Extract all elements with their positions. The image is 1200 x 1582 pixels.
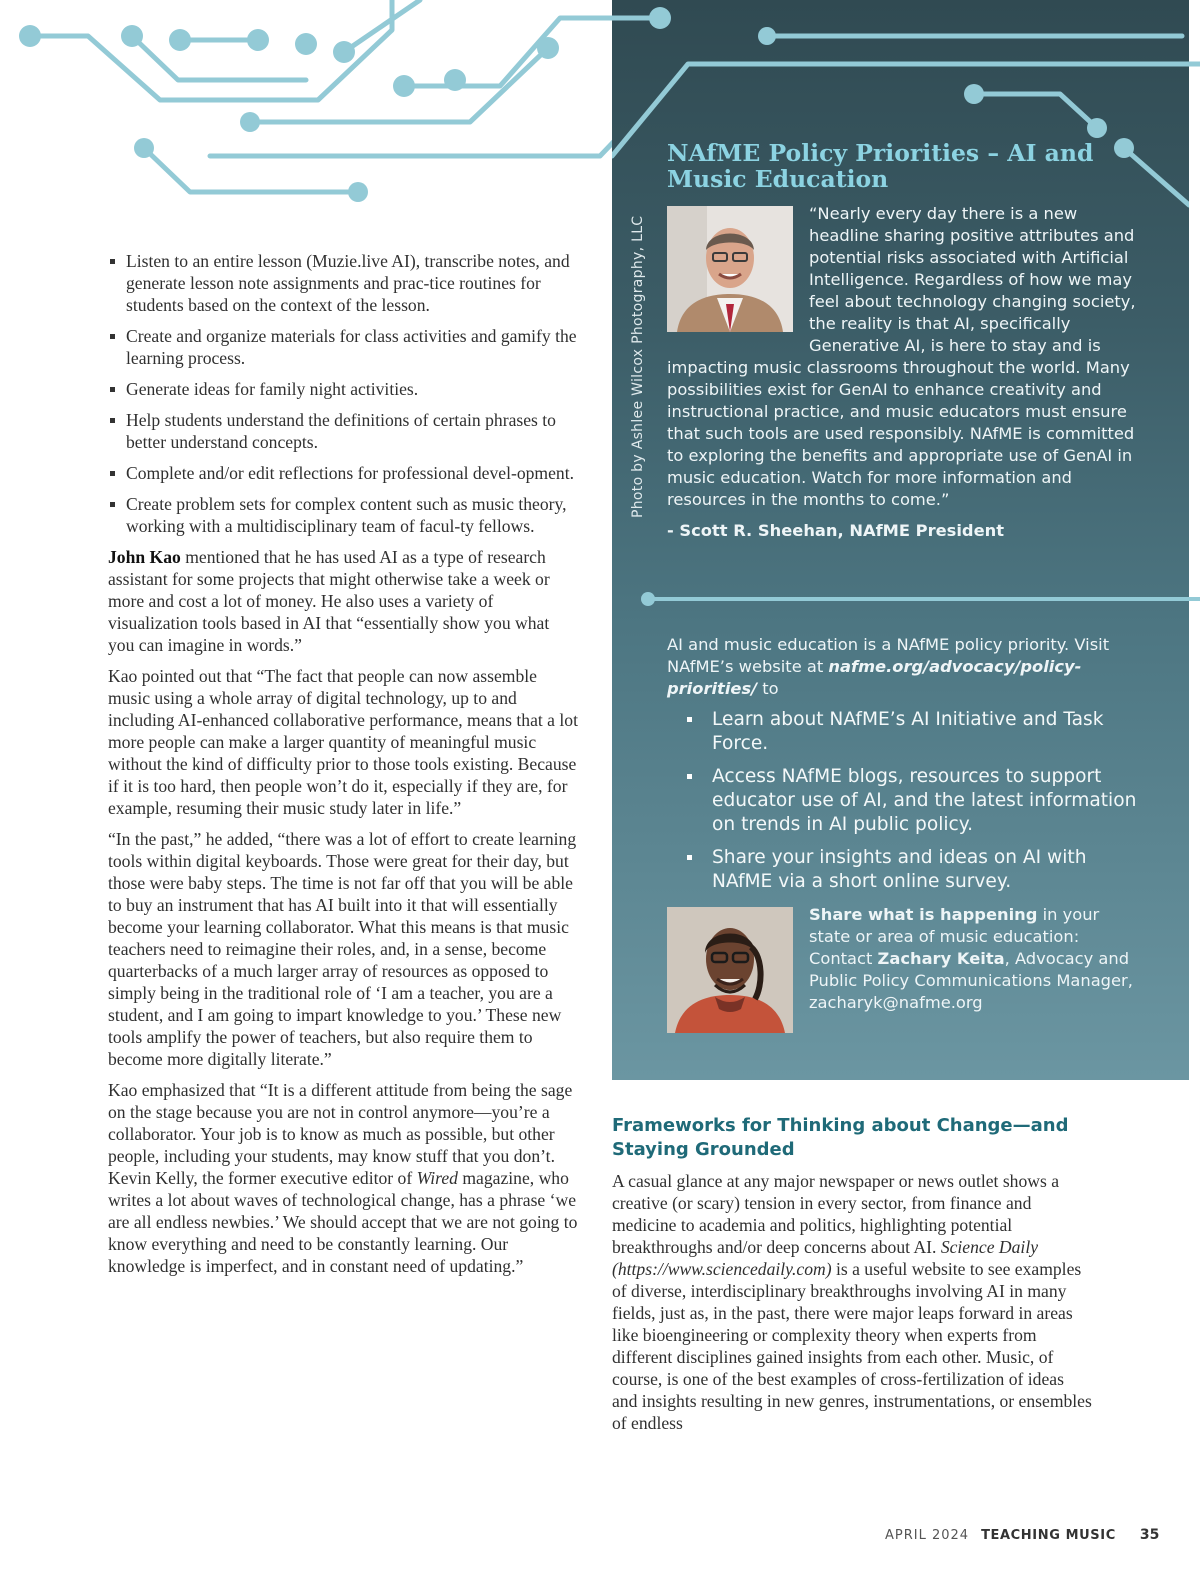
paragraph: Kao pointed out that “The fact that people can now assemble music using a whole array of digital technology, up to and including AI-enhanced collaborative performance, means that a lot more people can make a larger quantity of meaningful music without the kind of difficulty prior to those tools existing. Because if it is too hard, then people won’t do it, especially if they are, for example, resuming their music study later in life.” bbox=[108, 666, 578, 818]
policy-bullet: Access NAfME blogs, resources to support educator use of AI, and the latest information on trends in AI public policy. bbox=[667, 765, 1137, 837]
policy-link[interactable]: nafme.org/advocacy/policy-priorities/ bbox=[667, 657, 1082, 698]
section-heading: Frameworks for Thinking about Change—and Staying Grounded bbox=[612, 1115, 1069, 1160]
quote-attribution: - Scott R. Sheehan, NAfME President bbox=[667, 521, 1004, 540]
portrait-scott-sheehan bbox=[667, 206, 793, 332]
paragraph-text: mentioned that he has used AI as a type of research assistant for some projects that might otherwise take a week or more and cost a lot of money. He also uses a variety of visualization tools based in AI that “essentially show you what you can imagine in words.” bbox=[108, 547, 550, 655]
paragraph bbox=[108, 1079, 578, 1277]
contact-text: in your state or area of music education: Contact bbox=[809, 905, 1100, 968]
list-item: Create problem sets for complex content such as music theory, working with a multidisciplinary team of facul-ty fellows. bbox=[108, 493, 578, 537]
policy-bullet: Share your insights and ideas on AI with NAfME via a short online survey. bbox=[667, 846, 1137, 894]
photo-credit: Photo by Ashlee Wilcox Photography, LLC bbox=[630, 215, 646, 518]
article-left-column bbox=[108, 250, 578, 1286]
person-name: John Kao bbox=[108, 547, 181, 567]
portrait-zachary-keita bbox=[667, 907, 793, 1033]
policy-box bbox=[667, 634, 1137, 1037]
paragraph bbox=[108, 546, 578, 656]
president-quote bbox=[667, 203, 1137, 542]
policy-bullet-list bbox=[667, 708, 1137, 894]
magazine-title: Wired bbox=[416, 1168, 458, 1188]
page-number: 35 bbox=[1139, 1527, 1160, 1543]
issue-date: APRIL 2024 bbox=[885, 1528, 970, 1543]
list-item: Generate ideas for family night activities. bbox=[108, 378, 578, 400]
magazine-name: TEACHING MUSIC bbox=[981, 1528, 1116, 1543]
paragraph-text: magazine, who writes a lot about waves of technological change, has a phrase ‘we are all endless newbies.’ We should accept that we are not going to know everything and need to be constantly learning. Our knowledge is imperfect, and in constant need of updating.” bbox=[108, 1168, 578, 1276]
sidebar-title: NAfME Policy Priorities – AI and Music Education bbox=[667, 139, 1094, 193]
contact-lead: Share what is happening bbox=[809, 905, 1038, 924]
policy-intro bbox=[667, 634, 1137, 700]
paragraph bbox=[612, 1170, 1092, 1434]
paragraph: “In the past,” he added, “there was a lot of effort to create learning tools within digital keyboards. Those were great for their day, but those were baby steps. The time is not far off that you will be able to buy an instrument that has AI built into it that will essentially become your learning collaborator. What this means is that music teachers need to reimagine their roles, and, in a sense, become quarterbacks of a much larger array of resources as opposed to simply being in the traditional role of ‘I am a teacher, you are a student, and I am going to impart knowledge to you.’ These new tools amplify the power of teachers, but also require them to become more digitally literate.” bbox=[108, 829, 577, 1069]
policy-intro-text: AI and music education is a NAfME policy priority. Visit NAfME’s website at bbox=[667, 635, 1110, 676]
ai-uses-list bbox=[108, 250, 578, 537]
sidebar-divider bbox=[640, 591, 1200, 607]
policy-bullet: Learn about NAfME’s AI Initiative and Task Force. bbox=[667, 708, 1137, 756]
policy-intro-tail: to bbox=[757, 679, 779, 698]
paragraph-text: is a useful website to see examples of diverse, interdisciplinary breakthroughs involving AI in many fields, just as, in the past, there were major leaps forward in areas like bioengineering or complexity theory when experts from different disciplines gained insights from each other. Music, of course, is one of the best examples of cross-fertilization of ideas and insights resulting in new genres, instrumentations, or ensembles of endless bbox=[612, 1259, 1092, 1433]
frameworks-section bbox=[612, 1114, 1092, 1434]
page-footer bbox=[885, 1527, 1159, 1543]
contact-name: Zachary Keita bbox=[877, 949, 1005, 968]
contact-block bbox=[667, 904, 1137, 1014]
list-item: Create and organize materials for class activities and gamify the learning process. bbox=[108, 325, 578, 369]
paragraph-text: A casual glance at any major newspaper or news outlet shows a creative (or scary) tension in every sector, from finance and medicine to academia and politics, highlighting potential breakthroughs and/or deep concerns about AI. bbox=[612, 1171, 1060, 1257]
list-item: Help students understand the definitions of certain phrases to better understand concepts. bbox=[108, 409, 578, 453]
source-citation: Science Daily (https://www.sciencedaily.com) bbox=[612, 1237, 1039, 1279]
list-item: Listen to an entire lesson (Muzie.live AI), transcribe notes, and generate lesson note assignments and prac-tice routines for students based on the context of the lesson. bbox=[108, 250, 578, 316]
quote-text: “Nearly every day there is a new headline sharing positive attributes and potential risks associated with Artificial Intelligence. Regardless of how we may feel about technology changing society, the reality is that AI, specifically Generative AI, is here to stay and is impacting music classrooms throughout the world. Many possibilities exist for GenAI to enhance creativity and instructional practice, and music educators must ensure that such tools are used responsibly. NAfME is committed to exploring the benefits and appropriate use of GenAI in music education. Watch for more information and resources in the months to come.” bbox=[667, 204, 1136, 509]
contact-details: , Advocacy and Public Policy Communications Manager, zacharyk@nafme.org bbox=[809, 949, 1133, 1012]
paragraph-text: Kao emphasized that “It is a different attitude from being the sage on the stage because you are not in control anymore—you’re a collaborator. Your job is to know as much as possible, but other people, including your students, may know stuff that you don’t. Kevin Kelly, the former executive editor of bbox=[108, 1080, 573, 1188]
list-item: Complete and/or edit reflections for professional devel-opment. bbox=[108, 462, 578, 484]
